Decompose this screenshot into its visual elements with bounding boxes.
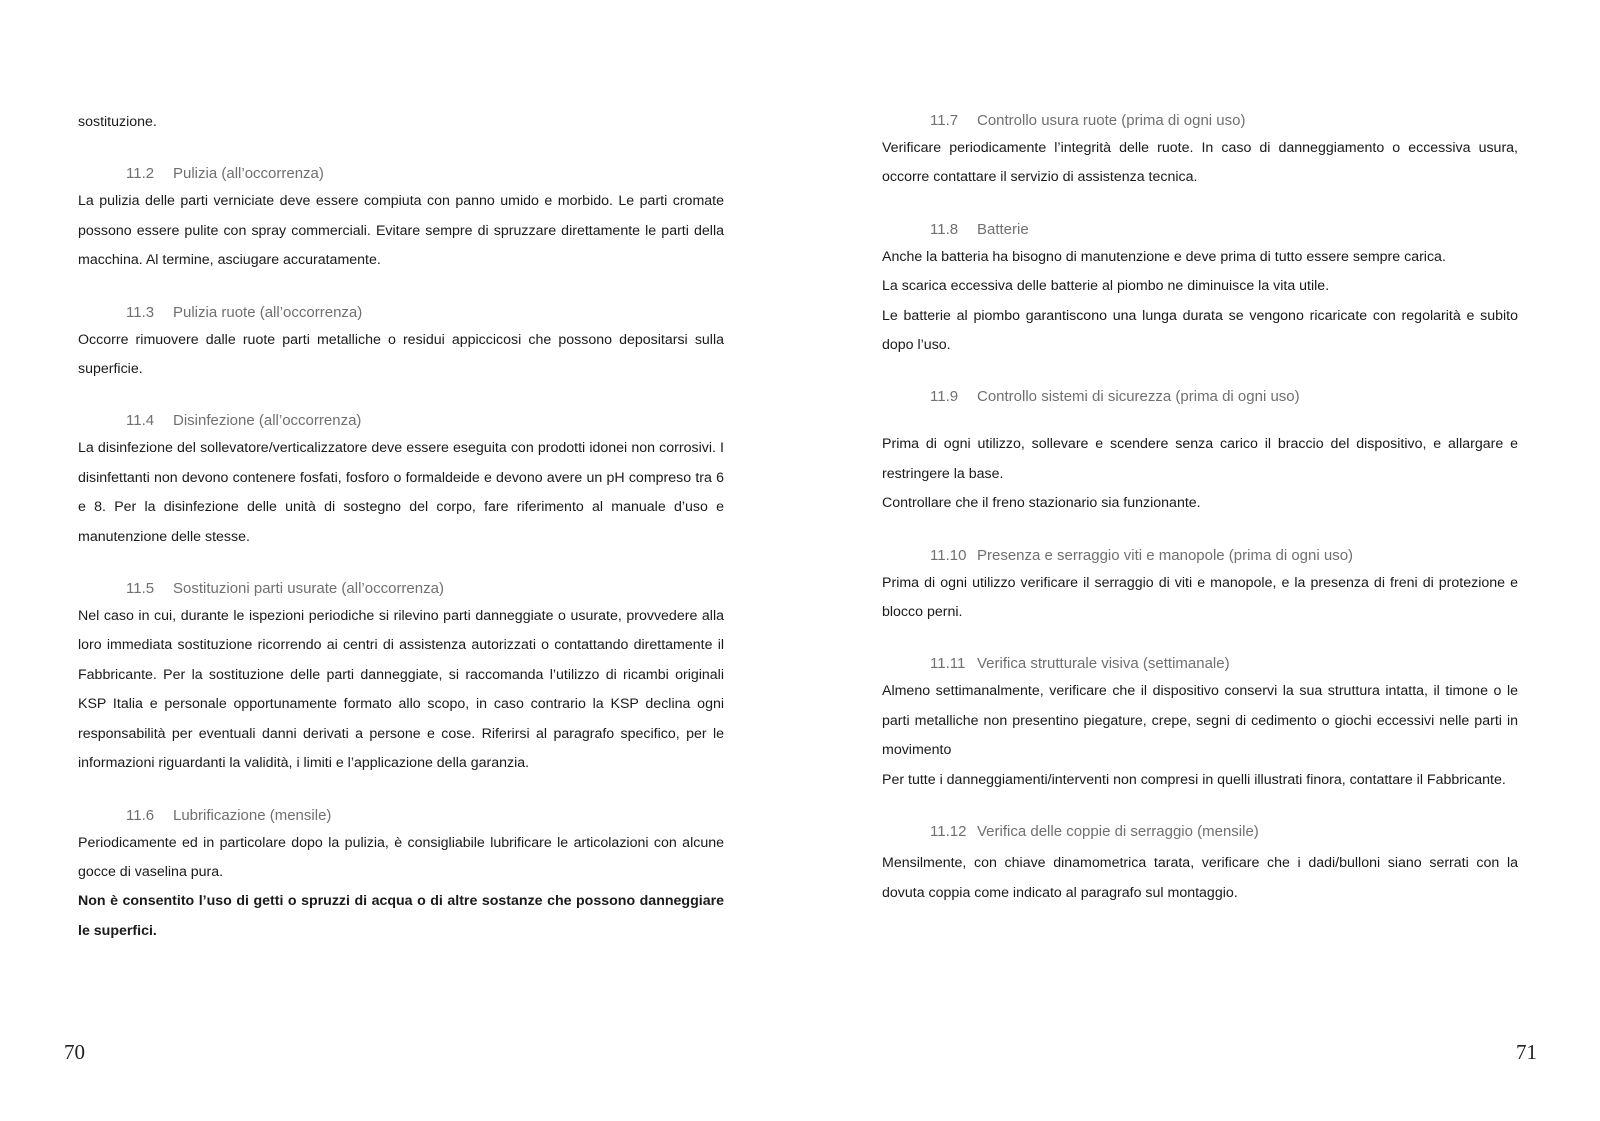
intro-tail: sostituzione. <box>78 114 157 130</box>
section-body-11-11-a: Almeno settimanalmente, verificare che il dispositivo conservi la sua struttura intatta, il timone o le parti metalliche non presentino piegature, crepe, segni di cedimento o giochi eccessivi nelle parti in movimento <box>882 683 1518 759</box>
section-body-11-10: Prima di ogni utilizzo verificare il serraggio di viti e manopole, e la presenza di freni di protezione e blocco perni. <box>882 574 1518 621</box>
section-body-11-7: Verificare periodicamente l’integrità delle ruote. In caso di danneggiamento o eccessiva usura, occorre contattare il servizio di assistenza tecnica. <box>882 140 1518 186</box>
right-column <box>882 108 1518 908</box>
section-body-11-4: La disinfezione del sollevatore/verticalizzatore deve essere eseguita con prodotti idonei non corrosivi. I disinfettanti non devono contenere fosfati, fosforo o formaldeide e devono avere un pH compreso tra 6 e 8. Per la disinfezione delle unità di sostegno del corpo, fare riferimento al manuale d’uso e manutenzione delle stesse. <box>78 440 724 545</box>
section-body-11-11-b: Per tutte i danneggiamenti/interventi non compresi in quelli illustrati finora, contattare il Fabbricante. <box>882 771 1506 788</box>
section-body-11-2: La pulizia delle parti verniciate deve essere compiuta con panno umido e morbido. Le parti cromate possono essere pulite con spray commerciali. Evitare sempre di spruzzare direttamente le parti della macchina. Al termine, asciugare accuratamente. <box>78 193 724 269</box>
section-heading-11-5: 11.5 Sostituzioni parti usurate (all’occorrenza) <box>126 580 444 598</box>
section-body-11-6: Periodicamente ed in particolare dopo la pulizia, è consigliabile lubrificare le articolazioni con alcune gocce di vaselina pura. <box>78 834 724 880</box>
section-body-11-3: Occorre rimuovere dalle ruote parti metalliche o residui appiccicosi che possono depositarsi sulla superficie. <box>78 331 724 378</box>
section-heading-11-10: 11.10 Presenza e serraggio viti e manopole (prima di ogni uso) <box>930 546 1354 564</box>
section-body-11-9-a: Prima di ogni utilizzo, sollevare e scendere senza carico il braccio del dispositivo, e allargare e restringere la base. <box>882 436 1518 482</box>
section-heading-11-6: 11.6 Lubrificazione (mensile) <box>126 806 332 824</box>
section-heading-11-7: 11.7 Controllo usura ruote (prima di ogni uso) <box>930 112 1246 129</box>
page-number-right: 71 <box>1516 1040 1537 1064</box>
section-body-11-8-a: Anche la batteria ha bisogno di manutenzione e deve prima di tutto essere sempre carica. <box>882 248 1446 265</box>
left-column <box>78 108 724 946</box>
section-heading-11-3: 11.3 Pulizia ruote (all’occorrenza) <box>126 303 363 321</box>
section-heading-11-11: 11.11 Verifica strutturale visiva (settimanale) <box>930 655 1230 673</box>
warning-paragraph: Non è consentito l’uso di getti o spruzzi di acqua o di altre sostanze che possono danneggiare le superfici. <box>78 893 724 939</box>
page-number-left: 70 <box>64 1040 85 1064</box>
section-heading-11-8: 11.8 Batterie <box>930 220 1029 238</box>
section-body-11-12: Mensilmente, con chiave dinamometrica tarata, verificare che i dadi/bulloni siano serrati con la dovuta coppia come indicato al paragrafo sul montaggio. <box>882 855 1518 901</box>
section-body-11-8-c: Le batterie al piombo garantiscono una lunga durata se vengono ricaricate con regolarità e subito dopo l’uso. <box>882 307 1518 354</box>
section-heading-11-12: 11.12 Verifica delle coppie di serraggio (mensile) <box>930 823 1259 841</box>
section-body-11-9-b: Controllare che il freno stazionario sia funzionante. <box>882 495 1201 512</box>
section-heading-11-4: 11.4 Disinfezione (all’occorrenza) <box>126 412 362 430</box>
section-body-11-8-b: La scarica eccessiva delle batterie al piombo ne diminuisce la vita utile. <box>882 278 1330 295</box>
section-heading-11-9: 11.9 Controllo sistemi di sicurezza (prima di ogni uso) <box>930 388 1300 406</box>
section-body-11-5: Nel caso in cui, durante le ispezioni periodiche si rilevino parti danneggiate o usurate, provvedere alla loro immediata sostituzione ricorrendo ai centri di assistenza autorizzati o contattando direttamente il Fabbricante. Per la sostituzione delle parti danneggiate, si raccomanda l’utilizzo di ricambi originali KSP Italia e personale opportunamente formato allo scopo, in caso contrario la KSP declina ogni responsabilità per eventuali danni derivati a persone e cose. Riferirsi al paragrafo specifico, per le informazioni riguardanti la validità, i limiti e l’applicazione della garanzia. <box>78 608 724 772</box>
section-heading-11-2: 11.2 Pulizia (all’occorrenza) <box>126 165 324 183</box>
right-page <box>800 0 1600 1121</box>
